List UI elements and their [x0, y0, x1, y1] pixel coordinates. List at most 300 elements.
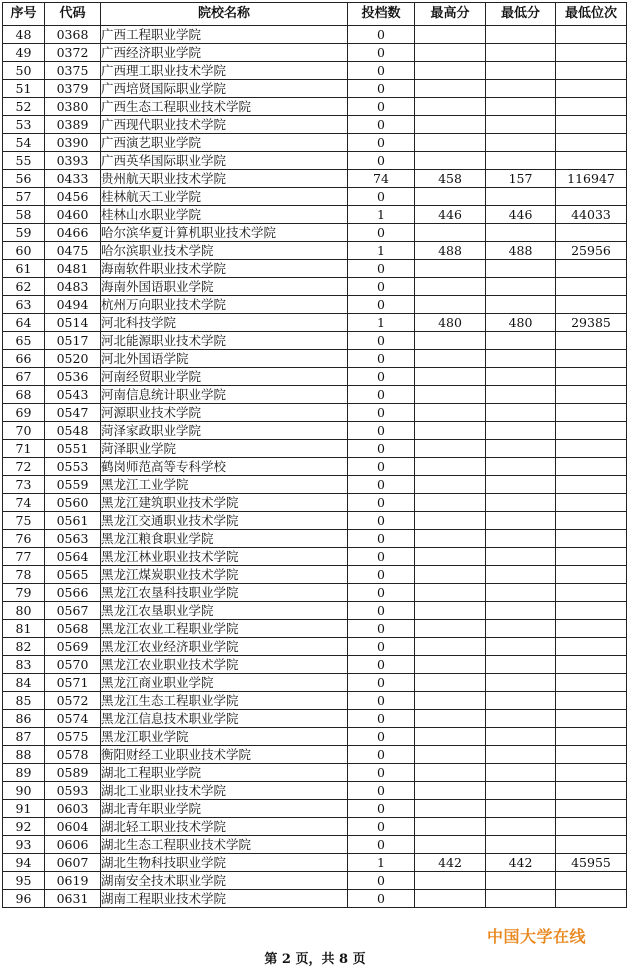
cell-admitted-count: 0	[348, 674, 415, 692]
table-row	[3, 512, 627, 530]
cell-school-name: 广西理工职业技术学院	[101, 62, 348, 80]
cell-max-score	[415, 890, 486, 908]
cell-code: 0606	[45, 836, 101, 854]
cell-admitted-count: 1	[348, 314, 415, 332]
cell-school-name: 黑龙江林业职业技术学院	[101, 548, 348, 566]
cell-min-score	[486, 26, 556, 44]
table-row	[3, 854, 627, 872]
cell-min-score	[486, 512, 556, 530]
table-row	[3, 728, 627, 746]
cell-min-rank	[556, 674, 627, 692]
cell-admitted-count: 0	[348, 728, 415, 746]
cell-seq: 58	[3, 206, 45, 224]
cell-school-name: 广西培贤国际职业学院	[101, 80, 348, 98]
cell-min-score	[486, 350, 556, 368]
cell-code: 0603	[45, 800, 101, 818]
cell-seq: 78	[3, 566, 45, 584]
cell-code: 0466	[45, 224, 101, 242]
cell-school-name: 桂林航天工业学院	[101, 188, 348, 206]
cell-seq: 75	[3, 512, 45, 530]
cell-max-score	[415, 782, 486, 800]
table-row	[3, 656, 627, 674]
cell-min-score	[486, 836, 556, 854]
cell-max-score	[415, 224, 486, 242]
cell-code: 0561	[45, 512, 101, 530]
cell-school-name: 黑龙江信息技术职业学院	[101, 710, 348, 728]
cell-code: 0481	[45, 260, 101, 278]
table-row	[3, 638, 627, 656]
cell-seq: 62	[3, 278, 45, 296]
cell-code: 0572	[45, 692, 101, 710]
table-row	[3, 242, 627, 260]
cell-admitted-count: 0	[348, 638, 415, 656]
table-row	[3, 386, 627, 404]
cell-min-rank	[556, 116, 627, 134]
table-row	[3, 890, 627, 908]
cell-min-rank	[556, 818, 627, 836]
cell-seq: 80	[3, 602, 45, 620]
cell-code: 0578	[45, 746, 101, 764]
cell-min-score	[486, 422, 556, 440]
cell-school-name: 衡阳财经工业职业技术学院	[101, 746, 348, 764]
cell-code: 0574	[45, 710, 101, 728]
cell-max-score	[415, 818, 486, 836]
cell-max-score	[415, 80, 486, 98]
cell-code: 0456	[45, 188, 101, 206]
cell-admitted-count: 0	[348, 566, 415, 584]
cell-school-name: 湖北工程职业学院	[101, 764, 348, 782]
cell-max-score	[415, 710, 486, 728]
table-row	[3, 404, 627, 422]
table-row	[3, 62, 627, 80]
cell-admitted-count: 0	[348, 422, 415, 440]
table-row	[3, 800, 627, 818]
cell-school-name: 湖北生物科技职业学院	[101, 854, 348, 872]
cell-max-score	[415, 800, 486, 818]
cell-admitted-count: 0	[348, 836, 415, 854]
cell-max-score	[415, 512, 486, 530]
cell-min-score	[486, 692, 556, 710]
cell-min-score	[486, 494, 556, 512]
table-row	[3, 458, 627, 476]
table-body	[3, 26, 627, 908]
table-row	[3, 152, 627, 170]
cell-min-rank	[556, 710, 627, 728]
table-row	[3, 692, 627, 710]
table-row	[3, 98, 627, 116]
cell-max-score	[415, 152, 486, 170]
cell-admitted-count: 0	[348, 368, 415, 386]
cell-code: 0393	[45, 152, 101, 170]
cell-school-name: 河北科技学院	[101, 314, 348, 332]
cell-min-rank	[556, 188, 627, 206]
cell-min-rank	[556, 872, 627, 890]
cell-admitted-count: 0	[348, 80, 415, 98]
cell-code: 0543	[45, 386, 101, 404]
cell-school-name: 广西演艺职业学院	[101, 134, 348, 152]
cell-admitted-count: 0	[348, 818, 415, 836]
table-row	[3, 116, 627, 134]
table-row	[3, 602, 627, 620]
cell-admitted-count: 0	[348, 494, 415, 512]
cell-max-score	[415, 566, 486, 584]
cell-min-rank	[556, 80, 627, 98]
cell-max-score	[415, 494, 486, 512]
cell-min-score	[486, 458, 556, 476]
cell-admitted-count: 0	[348, 116, 415, 134]
cell-code: 0607	[45, 854, 101, 872]
cell-min-score	[486, 296, 556, 314]
cell-code: 0514	[45, 314, 101, 332]
cell-min-rank	[556, 584, 627, 602]
cell-school-name: 贵州航天职业技术学院	[101, 170, 348, 188]
cell-school-name: 哈尔滨职业技术学院	[101, 242, 348, 260]
cell-seq: 65	[3, 332, 45, 350]
cell-min-rank	[556, 530, 627, 548]
cell-max-score	[415, 602, 486, 620]
cell-min-score	[486, 98, 556, 116]
cell-max-score	[415, 26, 486, 44]
cell-school-name: 广西生态工程职业技术学院	[101, 98, 348, 116]
cell-seq: 73	[3, 476, 45, 494]
cell-min-rank	[556, 566, 627, 584]
cell-admitted-count: 0	[348, 260, 415, 278]
cell-max-score	[415, 332, 486, 350]
cell-min-score: 488	[486, 242, 556, 260]
cell-code: 0483	[45, 278, 101, 296]
cell-code: 0619	[45, 872, 101, 890]
cell-seq: 83	[3, 656, 45, 674]
cell-admitted-count: 0	[348, 152, 415, 170]
cell-min-score	[486, 764, 556, 782]
cell-max-score	[415, 692, 486, 710]
cell-admitted-count: 0	[348, 404, 415, 422]
cell-seq: 64	[3, 314, 45, 332]
cell-max-score	[415, 764, 486, 782]
cell-min-rank: 116947	[556, 170, 627, 188]
cell-code: 0368	[45, 26, 101, 44]
cell-seq: 79	[3, 584, 45, 602]
cell-min-score	[486, 278, 556, 296]
cell-code: 0389	[45, 116, 101, 134]
cell-seq: 68	[3, 386, 45, 404]
cell-code: 0604	[45, 818, 101, 836]
cell-min-rank	[556, 296, 627, 314]
cell-school-name: 河北外国语学院	[101, 350, 348, 368]
table-row	[3, 494, 627, 512]
header-max-score: 最高分	[415, 3, 486, 26]
cell-code: 0553	[45, 458, 101, 476]
cell-min-rank	[556, 494, 627, 512]
table-row	[3, 170, 627, 188]
cell-admitted-count: 0	[348, 782, 415, 800]
cell-min-score	[486, 602, 556, 620]
cell-min-score	[486, 620, 556, 638]
cell-school-name: 黑龙江煤炭职业技术学院	[101, 566, 348, 584]
cell-school-name: 黑龙江农垦职业学院	[101, 602, 348, 620]
cell-school-name: 广西英华国际职业学院	[101, 152, 348, 170]
cell-max-score: 442	[415, 854, 486, 872]
cell-school-name: 黑龙江生态工程职业学院	[101, 692, 348, 710]
table-row	[3, 818, 627, 836]
header-min-score: 最低分	[486, 3, 556, 26]
cell-max-score	[415, 134, 486, 152]
cell-admitted-count: 0	[348, 134, 415, 152]
cell-min-score	[486, 548, 556, 566]
cell-code: 0593	[45, 782, 101, 800]
cell-min-rank	[556, 728, 627, 746]
cell-min-rank	[556, 278, 627, 296]
cell-seq: 59	[3, 224, 45, 242]
cell-max-score	[415, 620, 486, 638]
watermark: 中国大学在线	[487, 927, 587, 946]
cell-code: 0547	[45, 404, 101, 422]
cell-school-name: 菏泽职业学院	[101, 440, 348, 458]
cell-admitted-count: 0	[348, 656, 415, 674]
cell-max-score	[415, 584, 486, 602]
cell-max-score	[415, 404, 486, 422]
table-row	[3, 296, 627, 314]
cell-seq: 56	[3, 170, 45, 188]
cell-min-rank	[556, 26, 627, 44]
cell-school-name: 黑龙江粮食职业学院	[101, 530, 348, 548]
cell-seq: 74	[3, 494, 45, 512]
cell-seq: 52	[3, 98, 45, 116]
table-row	[3, 134, 627, 152]
cell-code: 0494	[45, 296, 101, 314]
cell-admitted-count: 0	[348, 710, 415, 728]
cell-school-name: 湖北轻工职业技术学院	[101, 818, 348, 836]
cell-max-score: 488	[415, 242, 486, 260]
cell-admitted-count: 0	[348, 548, 415, 566]
cell-seq: 54	[3, 134, 45, 152]
cell-admitted-count: 0	[348, 224, 415, 242]
cell-seq: 71	[3, 440, 45, 458]
table-row	[3, 368, 627, 386]
table-row	[3, 764, 627, 782]
cell-min-rank	[556, 692, 627, 710]
cell-admitted-count: 0	[348, 440, 415, 458]
cell-min-rank	[556, 656, 627, 674]
cell-max-score	[415, 278, 486, 296]
cell-min-score	[486, 872, 556, 890]
cell-min-rank	[556, 44, 627, 62]
cell-seq: 90	[3, 782, 45, 800]
cell-min-rank: 25956	[556, 242, 627, 260]
table-row	[3, 530, 627, 548]
cell-min-rank	[556, 368, 627, 386]
cell-seq: 61	[3, 260, 45, 278]
header-code: 代码	[45, 3, 101, 26]
cell-admitted-count: 0	[348, 296, 415, 314]
cell-max-score	[415, 836, 486, 854]
table-row	[3, 782, 627, 800]
cell-min-rank	[556, 404, 627, 422]
cell-max-score	[415, 368, 486, 386]
cell-admitted-count: 0	[348, 620, 415, 638]
cell-min-rank	[556, 746, 627, 764]
cell-admitted-count: 0	[348, 332, 415, 350]
cell-code: 0568	[45, 620, 101, 638]
table-row	[3, 260, 627, 278]
cell-min-score	[486, 728, 556, 746]
cell-min-score	[486, 134, 556, 152]
cell-school-name: 海南外国语职业学院	[101, 278, 348, 296]
cell-seq: 50	[3, 62, 45, 80]
cell-max-score	[415, 98, 486, 116]
cell-min-score	[486, 638, 556, 656]
table-row	[3, 224, 627, 242]
cell-seq: 53	[3, 116, 45, 134]
cell-min-score	[486, 44, 556, 62]
cell-min-score	[486, 224, 556, 242]
cell-min-rank: 44033	[556, 206, 627, 224]
cell-max-score	[415, 674, 486, 692]
cell-min-rank: 45955	[556, 854, 627, 872]
cell-school-name: 河源职业技术学院	[101, 404, 348, 422]
cell-school-name: 广西经济职业学院	[101, 44, 348, 62]
cell-max-score	[415, 458, 486, 476]
cell-school-name: 哈尔滨华夏计算机职业技术学院	[101, 224, 348, 242]
table-row	[3, 314, 627, 332]
cell-min-score	[486, 260, 556, 278]
cell-code: 0375	[45, 62, 101, 80]
table-row	[3, 44, 627, 62]
cell-code: 0551	[45, 440, 101, 458]
cell-max-score	[415, 548, 486, 566]
cell-min-score: 442	[486, 854, 556, 872]
cell-school-name: 黑龙江交通职业技术学院	[101, 512, 348, 530]
cell-min-rank	[556, 638, 627, 656]
cell-school-name: 桂林山水职业学院	[101, 206, 348, 224]
table-row	[3, 350, 627, 368]
cell-code: 0563	[45, 530, 101, 548]
cell-seq: 86	[3, 710, 45, 728]
cell-code: 0460	[45, 206, 101, 224]
cell-seq: 55	[3, 152, 45, 170]
cell-code: 0380	[45, 98, 101, 116]
cell-min-rank	[556, 836, 627, 854]
cell-max-score	[415, 656, 486, 674]
cell-code: 0372	[45, 44, 101, 62]
cell-admitted-count: 1	[348, 242, 415, 260]
cell-code: 0390	[45, 134, 101, 152]
table-row	[3, 422, 627, 440]
cell-seq: 84	[3, 674, 45, 692]
cell-min-score	[486, 530, 556, 548]
cell-min-score	[486, 800, 556, 818]
cell-code: 0571	[45, 674, 101, 692]
cell-admitted-count: 0	[348, 764, 415, 782]
cell-min-score	[486, 656, 556, 674]
cell-min-rank	[556, 764, 627, 782]
cell-min-rank	[556, 152, 627, 170]
cell-min-score	[486, 674, 556, 692]
cell-school-name: 杭州万向职业技术学院	[101, 296, 348, 314]
cell-school-name: 河南经贸职业学院	[101, 368, 348, 386]
cell-seq: 94	[3, 854, 45, 872]
table-row	[3, 26, 627, 44]
header-school-name: 院校名称	[101, 3, 348, 26]
cell-max-score	[415, 638, 486, 656]
cell-admitted-count: 0	[348, 602, 415, 620]
cell-max-score	[415, 476, 486, 494]
table-row	[3, 674, 627, 692]
cell-min-score	[486, 710, 556, 728]
cell-min-rank	[556, 134, 627, 152]
cell-code: 0566	[45, 584, 101, 602]
cell-seq: 95	[3, 872, 45, 890]
cell-code: 0379	[45, 80, 101, 98]
header-min-rank: 最低位次	[556, 3, 627, 26]
cell-seq: 92	[3, 818, 45, 836]
cell-min-score	[486, 890, 556, 908]
cell-admitted-count: 0	[348, 530, 415, 548]
cell-max-score	[415, 728, 486, 746]
cell-code: 0520	[45, 350, 101, 368]
cell-min-score	[486, 332, 556, 350]
cell-max-score	[415, 872, 486, 890]
cell-admitted-count: 0	[348, 872, 415, 890]
cell-school-name: 湖南安全技术职业学院	[101, 872, 348, 890]
cell-admitted-count: 1	[348, 854, 415, 872]
cell-school-name: 黑龙江农业经济职业学院	[101, 638, 348, 656]
cell-seq: 89	[3, 764, 45, 782]
table-row	[3, 278, 627, 296]
cell-max-score	[415, 746, 486, 764]
cell-min-score	[486, 584, 556, 602]
cell-max-score	[415, 440, 486, 458]
cell-school-name: 黑龙江农垦科技职业学院	[101, 584, 348, 602]
table-row	[3, 548, 627, 566]
cell-min-score: 480	[486, 314, 556, 332]
cell-seq: 85	[3, 692, 45, 710]
cell-min-rank	[556, 512, 627, 530]
cell-min-rank	[556, 62, 627, 80]
cell-seq: 96	[3, 890, 45, 908]
cell-school-name: 黑龙江职业学院	[101, 728, 348, 746]
table-row	[3, 188, 627, 206]
cell-seq: 93	[3, 836, 45, 854]
cell-admitted-count: 0	[348, 890, 415, 908]
cell-code: 0559	[45, 476, 101, 494]
cell-school-name: 河北能源职业技术学院	[101, 332, 348, 350]
cell-school-name: 黑龙江工业学院	[101, 476, 348, 494]
cell-admitted-count: 0	[348, 44, 415, 62]
cell-seq: 66	[3, 350, 45, 368]
cell-max-score: 446	[415, 206, 486, 224]
cell-min-rank	[556, 800, 627, 818]
cell-admitted-count: 0	[348, 800, 415, 818]
table-row	[3, 872, 627, 890]
cell-min-rank	[556, 458, 627, 476]
cell-seq: 51	[3, 80, 45, 98]
cell-min-rank: 29385	[556, 314, 627, 332]
cell-code: 0536	[45, 368, 101, 386]
cell-min-score	[486, 62, 556, 80]
cell-code: 0589	[45, 764, 101, 782]
cell-max-score	[415, 260, 486, 278]
cell-school-name: 广西现代职业技术学院	[101, 116, 348, 134]
cell-min-score	[486, 152, 556, 170]
cell-max-score	[415, 386, 486, 404]
cell-seq: 91	[3, 800, 45, 818]
cell-max-score	[415, 116, 486, 134]
cell-max-score	[415, 44, 486, 62]
cell-admitted-count: 0	[348, 476, 415, 494]
cell-seq: 88	[3, 746, 45, 764]
table-row	[3, 332, 627, 350]
